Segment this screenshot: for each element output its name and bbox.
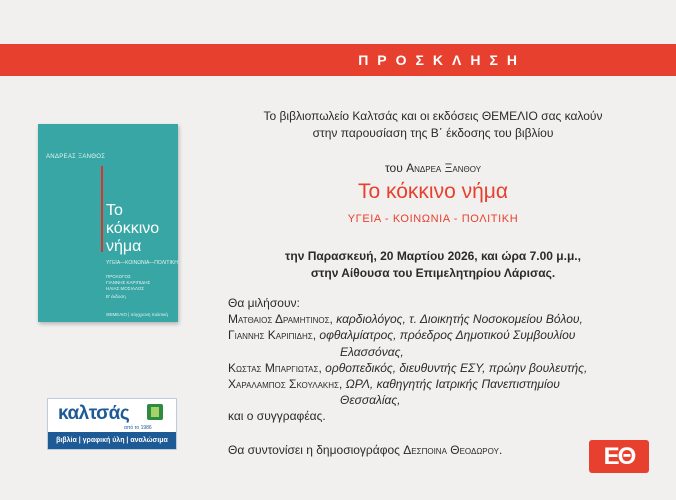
cover-preface-line: ΗΛΙΑΣ ΜΟΣΙΑΛΟΣ xyxy=(106,286,145,291)
and-author: και ο συγγραφέας. xyxy=(228,409,326,424)
cover-red-line xyxy=(101,166,103,252)
event-date: την Παρασκευή, 20 Μαρτίου 2026, και ώρα 7.00 μ.μ., xyxy=(285,249,581,263)
book-subtitle: ΥΓΕΙΑ - ΚΟΙΝΩΝΙΑ - ΠΟΛΙΤΙΚΗ xyxy=(347,213,519,225)
speaker-desc-cont: Ελασσόνας, xyxy=(340,344,404,359)
intro-line: στην παρουσίαση της Β΄ έκδοσης του βιβλίου xyxy=(312,126,554,140)
invitation-banner xyxy=(0,44,676,76)
speakers-heading: Θα μιλήσουν: xyxy=(228,296,300,310)
event-venue: στην Αίθουσα του Επιμελητηρίου Λάρισας. xyxy=(310,266,556,280)
speaker-desc: ορθοπεδικός, διευθυντής ΕΣΥ, πρώην βουλευτής, xyxy=(325,360,588,375)
coordinator-name: Δεσποινα Θεοδωρου xyxy=(403,443,499,457)
speakers-list xyxy=(228,295,668,425)
speaker-name: Χαραλαμπος Σκουλακης xyxy=(228,377,339,392)
cover-preface xyxy=(106,274,150,292)
speaker-name: Κωστας Μπαργιωτας xyxy=(228,360,319,375)
speaker-item: Γιαννης Καριπιδης, οφθαλμίατρος, πρόεδρος Δημοτικού Συμβουλίου xyxy=(228,328,576,343)
cover-publisher: ΘΕΜΕΛΙΟ | σύγχρονη πολιτική xyxy=(106,312,168,317)
author-name: Ανδρεα Ξανθου xyxy=(406,161,482,175)
kaltsas-logo xyxy=(47,398,177,450)
speaker-item: Χαραλαμπος Σκουλακης, ΩΡΛ, καθηγητής Ιατρικής Πανεπιστημίου xyxy=(228,377,560,392)
intro-line: Το βιβλιοπωλείο Καλτσάς και οι εκδόσεις ΘΕΜΕΛΙΟ σας καλούν xyxy=(263,109,603,123)
kaltsas-tagline: βιβλία | γραφική ύλη | αναλώσιμα xyxy=(48,432,176,449)
themelio-logo: ΕΘ xyxy=(589,440,649,473)
cover-title-line: νήμα xyxy=(106,238,142,255)
speaker-desc: καρδιολόγος, τ. Διοικητής Νοσοκομείου Βόλου, xyxy=(336,312,583,327)
cover-subtitle: ΥΓΕΙΑ—ΚΟΙΝΩΝΙΑ—ΠΟΛΙΤΙΚΗ xyxy=(106,260,178,266)
cover-edition: Β' έκδοση xyxy=(106,294,126,299)
coordinator-prefix: Θα συντονίσει η δημοσιογράφος xyxy=(228,443,400,457)
speaker-name: Ματθαιος Δραμητινος xyxy=(228,312,330,327)
cover-author: ΑΝΔΡΕΑΣ ΞΑΝΘΟΣ xyxy=(46,154,106,160)
cover-preface-line: ΓΙΑΝΝΗΣ ΚΑΡΙΠΙΔΗΣ xyxy=(106,280,151,285)
speaker-desc: οφθαλμίατρος, πρόεδρος Δημοτικού Συμβουλίου xyxy=(319,328,576,343)
speaker-name: Γιαννης Καριπιδης xyxy=(228,328,313,343)
intro-text xyxy=(190,108,676,142)
speaker-item: Ματθαιος Δραμητινος, καρδιολόγος, τ. Διοικητής Νοσοκομείου Βόλου, xyxy=(228,312,583,327)
speaker-desc: ΩΡΛ, καθηγητής Ιατρικής Πανεπιστημίου xyxy=(345,377,560,392)
banner-title: ΠΡΟΣΚΛΗΣΗ xyxy=(358,52,526,68)
book-title: Το κόκκινο νήμα xyxy=(357,180,509,203)
speaker-item: Κωστας Μπαργιωτας, ορθοπεδικός, διευθυντής ΕΣΥ, πρώην βουλευτής, xyxy=(228,360,588,375)
kaltsas-book-icon xyxy=(147,404,163,420)
kaltsas-since: από το 1986 xyxy=(124,425,152,431)
coordinator-line: Θα συντονίσει η δημοσιογράφος Δεσποινα Θεοδωρου. xyxy=(228,443,503,457)
cover-title-line: Το xyxy=(106,202,123,219)
cover-title-line: κόκκινο xyxy=(106,220,160,237)
kaltsas-name: καλτσάς xyxy=(58,403,130,424)
speaker-desc-cont: Θεσσαλίας, xyxy=(340,393,401,408)
author-prefix: του xyxy=(384,161,403,175)
event-details xyxy=(190,248,676,282)
book-cover xyxy=(38,124,178,322)
author-line xyxy=(190,161,676,175)
cover-preface-line: ΠΡΟΛΟΓΟΣ xyxy=(106,274,131,279)
